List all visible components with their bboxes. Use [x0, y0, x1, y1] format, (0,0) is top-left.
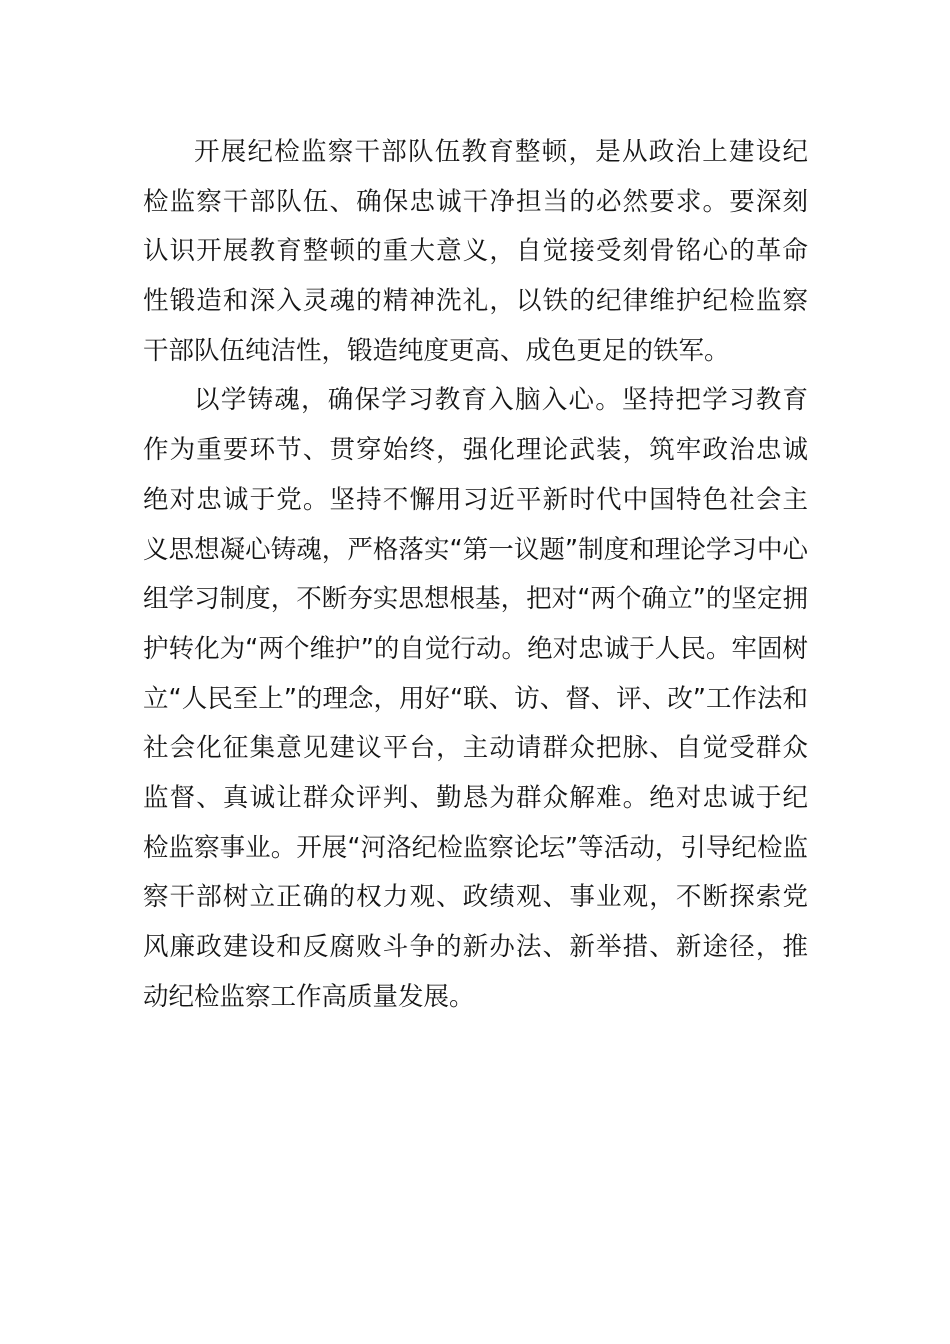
paragraph-line: 开展纪检监察干部队伍教育整顿，是从政治上建设纪 — [194, 137, 808, 167]
paragraph-line: 组学习制度，不断夯实思想根基，把对“两个确立”的坚定拥 — [143, 584, 808, 615]
paragraph-line: 性锻造和深入灵魂的精神洗礼，以铁的纪律维护纪检监察 — [143, 286, 808, 317]
paragraph-line: 监督、真诚让群众评判、勤恳为群众解难。绝对忠诚于纪 — [143, 782, 808, 813]
document-body — [143, 128, 808, 1022]
paragraph-line: 作为重要环节、贯穿始终，强化理论武装，筑牢政治忠诚 — [143, 435, 808, 466]
paragraph-line: 风廉政建设和反腐败斗争的新办法、新举措、新途径，推 — [143, 932, 808, 962]
paragraph-line: 干部队伍纯洁性，锻造纯度更高、成色更足的铁军。 — [143, 335, 730, 366]
paragraph-line: 以学铸魂，确保学习教育入脑入心。坚持把学习教育 — [194, 385, 808, 416]
paragraph-line: 护转化为“两个维护”的自觉行动。绝对忠诚于人民。牢固树 — [143, 633, 808, 664]
paragraph-line: 社会化征集意见建议平台，主动请群众把脉、自觉受群众 — [143, 733, 808, 764]
paragraph-line: 立“人民至上”的理念，用好“联、访、督、评、改”工作法和 — [143, 683, 808, 714]
paragraph-2 — [143, 376, 808, 1022]
paragraph-line: 认识开展教育整顿的重大意义，自觉接受刻骨铭心的革命 — [143, 236, 808, 267]
paragraph-line: 动纪检监察工作高质量发展。 — [143, 981, 475, 1012]
paragraph-line: 检监察干部队伍、确保忠诚干净担当的必然要求。要深刻 — [143, 186, 808, 217]
paragraph-line: 义思想凝心铸魂，严格落实“第一议题”制度和理论学习中心 — [143, 534, 808, 565]
paragraph-line: 察干部树立正确的权力观、政绩观、事业观，不断探索党 — [143, 882, 808, 913]
paragraph-line: 检监察事业。开展“河洛纪检监察论坛”等活动，引导纪检监 — [143, 832, 808, 863]
paragraph-1 — [143, 128, 808, 376]
paragraph-line: 绝对忠诚于党。坚持不懈用习近平新时代中国特色社会主 — [143, 484, 808, 515]
